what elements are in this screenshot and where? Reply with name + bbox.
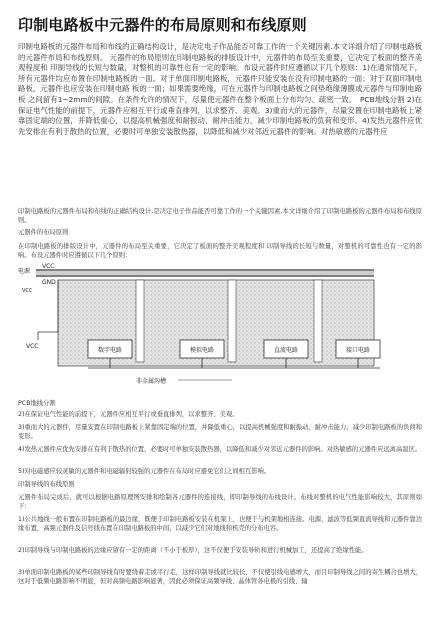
- section-heading-routing: 印制导线的布线原则: [18, 481, 75, 488]
- vcc-small-label: VCC: [22, 288, 33, 294]
- digital-circuit-label: 数字电路: [97, 347, 123, 354]
- rule-4-paragraph: 4)发热元器件应优先安排在有利于散热的位置，必要时可单独安装散热器，以降低和减少对邻近元器件的影响。对热敏感的元器件应远离高温区。: [18, 446, 422, 453]
- section-heading-layout: 元器件的布局原则: [18, 229, 69, 236]
- trench-label: 非金属沟槽: [136, 378, 167, 385]
- layout-intro-paragraph: 在印制电路板的排版设计中，元器件的布局至关重要，它决定了板面的整齐美观程度和 印制导线的长短与数量，对整机的可靠性也有一定的影响。布设元器件时应遵循以下几个原则：: [18, 243, 422, 259]
- diagram-caption: PCB地线分割: [18, 400, 56, 407]
- trench-1: [136, 280, 144, 362]
- analog-circuit-label: 模拟电路: [189, 347, 215, 354]
- summary-paragraph: 印制电路板的元器件布局和布线的正确结构设计,是决定电子作品能否可靠工作的一个关键因素.本文详细介绍了印制电路板的元器件布局和布线原则。: [18, 208, 422, 224]
- rule-5-paragraph: 5)对电磁感应较灵敏的元器件和电磁辐射较强的元器件在布局时应避免它们之间相互影响。: [18, 468, 271, 475]
- page-title: 印制电路板中元器件的布局原则和布线原则: [18, 16, 307, 34]
- routing-rule-1-paragraph: 1)公共地线一般布置在印制电路板的最边缘，既便于印制电路板安装在机架上，也便于与机架地相连接。电源、滤波等低频直流导线和元器件靠边缘布置，高频元器件及信号线布置在印制电路板的中间，以减少它们对地线和机壳的分布电容。: [18, 516, 422, 532]
- routing-intro-paragraph: 元器件布局完成后，就可以根据电路原理图安排和绘制各元器件的连接线，即印制导线的布线设计。布线对整机的电气性能影响较大，其原则如下：: [18, 494, 422, 510]
- pcb-ground-split-diagram: [18, 262, 422, 394]
- rule-2-paragraph: 2)在保证电气性能的前提下，元器件应相互平行或垂直排列，以求整齐、美观。: [18, 411, 239, 418]
- routing-rule-2-paragraph: 2)印制导线与印制电路板的边缘应留有一定的距离（不小于板厚），这不仅便于安装导轨和进行机械加工，还提高了绝缘性能。: [18, 547, 368, 554]
- power-channel: [36, 271, 374, 275]
- vcc-top-label: VCC: [42, 263, 55, 270]
- routing-rule-3-paragraph: 3)单面印制电路板的某些印制导线有时要绕着走或平行走，这样印制导线就比较长，不仅使引线电感增大，而且印制导线之间的寄生耦合也增大，这对于低频电路影响不明显，但对高频电路影响显著，因此必须保证高频导线、晶体管各电极的引线、输: [18, 569, 422, 585]
- gnd-label: GND: [42, 279, 56, 286]
- trench-3: [314, 280, 322, 362]
- dc-circuit-label: 直流电路: [273, 347, 299, 354]
- trench-2: [228, 280, 236, 362]
- interface-circuit-label: 接口电路: [345, 347, 371, 354]
- vcc-bottom-label: VCC: [26, 343, 39, 350]
- intro-paragraph: 印制电路板的元器件布局和布线的正确结构设计，是决定电子作品能否可靠工作的一个关键因素.本文详细介绍了印制电路板的元器件布局和布线原则。 元器件的布局原则在印制电路板的排版设计中，元器件的布局至关重要，它决定了板面的整齐美观程度和 印制导线的长短与数量，对整机的可靠性也有一定的影响。布设元器件时应遵循以下几个原则：1)在通常情况下，所有元器件均应布置在印制电路板的一面。对于单面印制电路板，元器件只能安装在没有印制电路的一面；对于双面印制电路板，元器件也应安装在印制电路 板的一面；如果需要绝缘，可在元器件与印制电路板之间垫绝缘薄膜或元器件与印制电路板 之间留有1~2mm的间隙。在条件允许的情况下，尽量使元器件在整个板面上分布均匀、疏密一致。 PCB地线分割 2)在保证电气性能的前提下，元器件应相互平行或垂直排列，以求整齐、美观。3)重而大的元器件，尽量安置在印制电路板上紧靠固定端的位置，并降低重心，以提高机械强度和耐振动、耐冲击能力，减少印制电路板的负荷和变形。4)发热元器件应优先安排在有利于散热的位置，必要时可单独安装散热器，以降低和减少对邻近元器件的影响。对热敏感的元器件应: [18, 42, 422, 136]
- power-label: 电源: [18, 268, 31, 275]
- rule-3-paragraph: 3)重而大的元器件，尽量安置在印制电路板上紧靠固定端的位置，并降低重心，以提高机械强度和耐振动、耐冲击能力，减少印制电路板的负荷和变形。: [18, 424, 422, 440]
- left-lead: [38, 280, 58, 332]
